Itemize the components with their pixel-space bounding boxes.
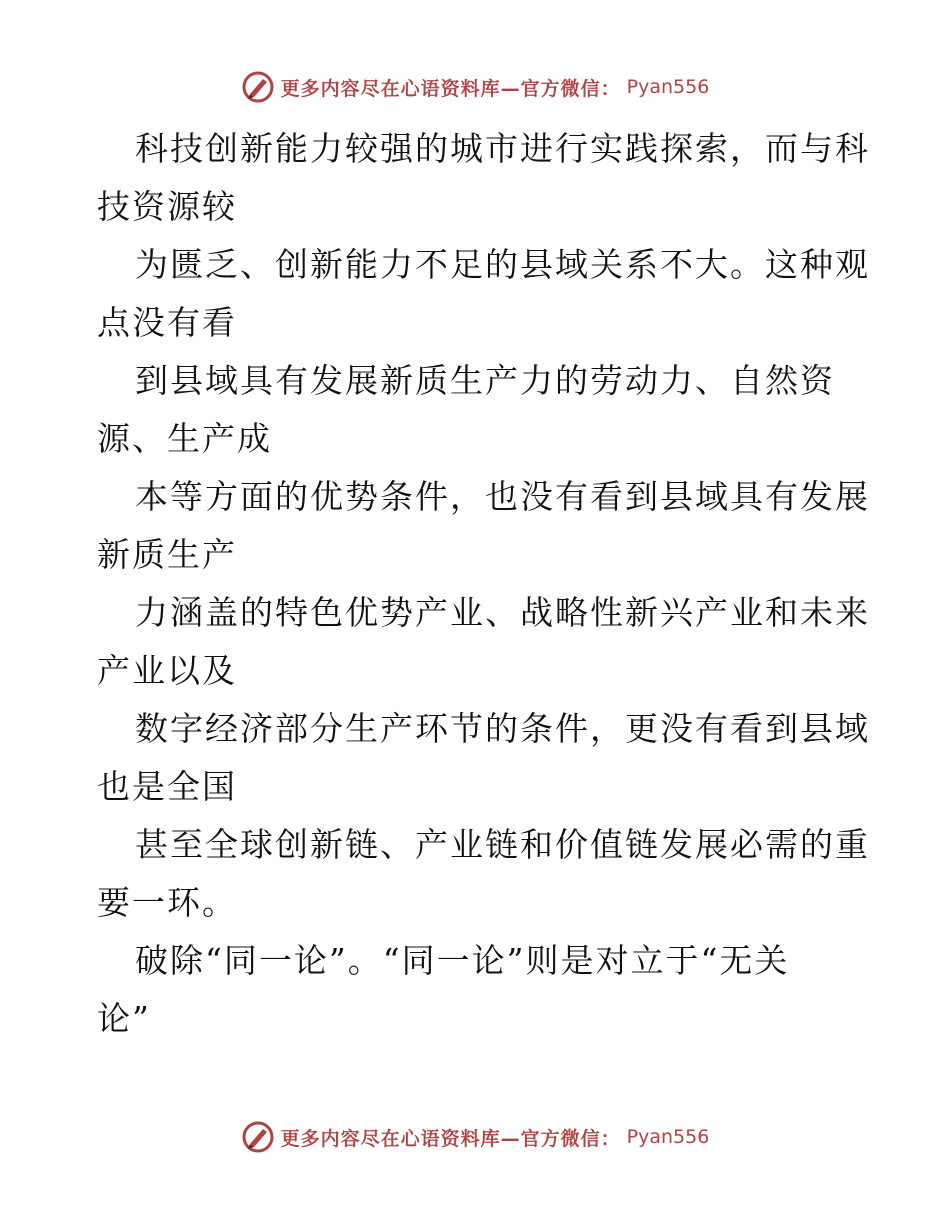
pen-logo-icon xyxy=(241,1120,275,1154)
paragraph-continuation: 要一环。 xyxy=(97,883,237,922)
paragraph-continuation: 技资源较 xyxy=(97,187,237,226)
paragraph-continuation: 也是全国 xyxy=(97,767,237,806)
pen-logo-icon xyxy=(241,70,275,104)
paragraph xyxy=(97,932,857,1048)
paragraph xyxy=(97,352,857,468)
paragraph-first-line: 到县域具有发展新质生产力的劳动力、自然资 xyxy=(135,361,835,400)
paragraph-first-line: 破除“同一论”。“同一论”则是对立于“无关 xyxy=(135,941,790,980)
banner-text: 更多内容尽在心语资料库—官方微信： xyxy=(280,77,621,100)
paragraph xyxy=(97,468,870,584)
paragraph-continuation: 新质生产 xyxy=(97,535,237,574)
paragraph-first-line: 为匮乏、创新能力不足的县域关系不大。这种观 xyxy=(135,245,870,284)
paragraph xyxy=(97,236,870,352)
paragraph-first-line: 甚至全球创新链、产业链和价值链发展必需的重 xyxy=(135,825,870,864)
banner-wechat-id: Pyan556 xyxy=(626,1126,710,1148)
banner-text: 更多内容尽在心语资料库—官方微信： xyxy=(280,1127,621,1150)
document-body xyxy=(97,120,870,1048)
header-banner xyxy=(0,70,950,104)
paragraph-first-line: 力涵盖的特色优势产业、战略性新兴产业和未来 xyxy=(135,593,870,632)
footer-banner xyxy=(0,1120,950,1154)
paragraph xyxy=(97,816,870,932)
paragraph xyxy=(97,584,870,700)
paragraph-first-line: 科技创新能力较强的城市进行实践探索，而与科 xyxy=(135,129,870,168)
paragraph-continuation: 点没有看 xyxy=(97,303,237,342)
paragraph xyxy=(97,700,870,816)
paragraph xyxy=(97,120,870,236)
paragraph-first-line: 本等方面的优势条件，也没有看到县域具有发展 xyxy=(135,477,870,516)
paragraph-continuation: 产业以及 xyxy=(97,651,237,690)
paragraph-continuation: 源、生产成 xyxy=(97,419,272,458)
banner-wechat-id: Pyan556 xyxy=(626,76,710,98)
paragraph-first-line: 数字经济部分生产环节的条件，更没有看到县域 xyxy=(135,709,870,748)
paragraph-continuation: 论” xyxy=(97,999,151,1038)
